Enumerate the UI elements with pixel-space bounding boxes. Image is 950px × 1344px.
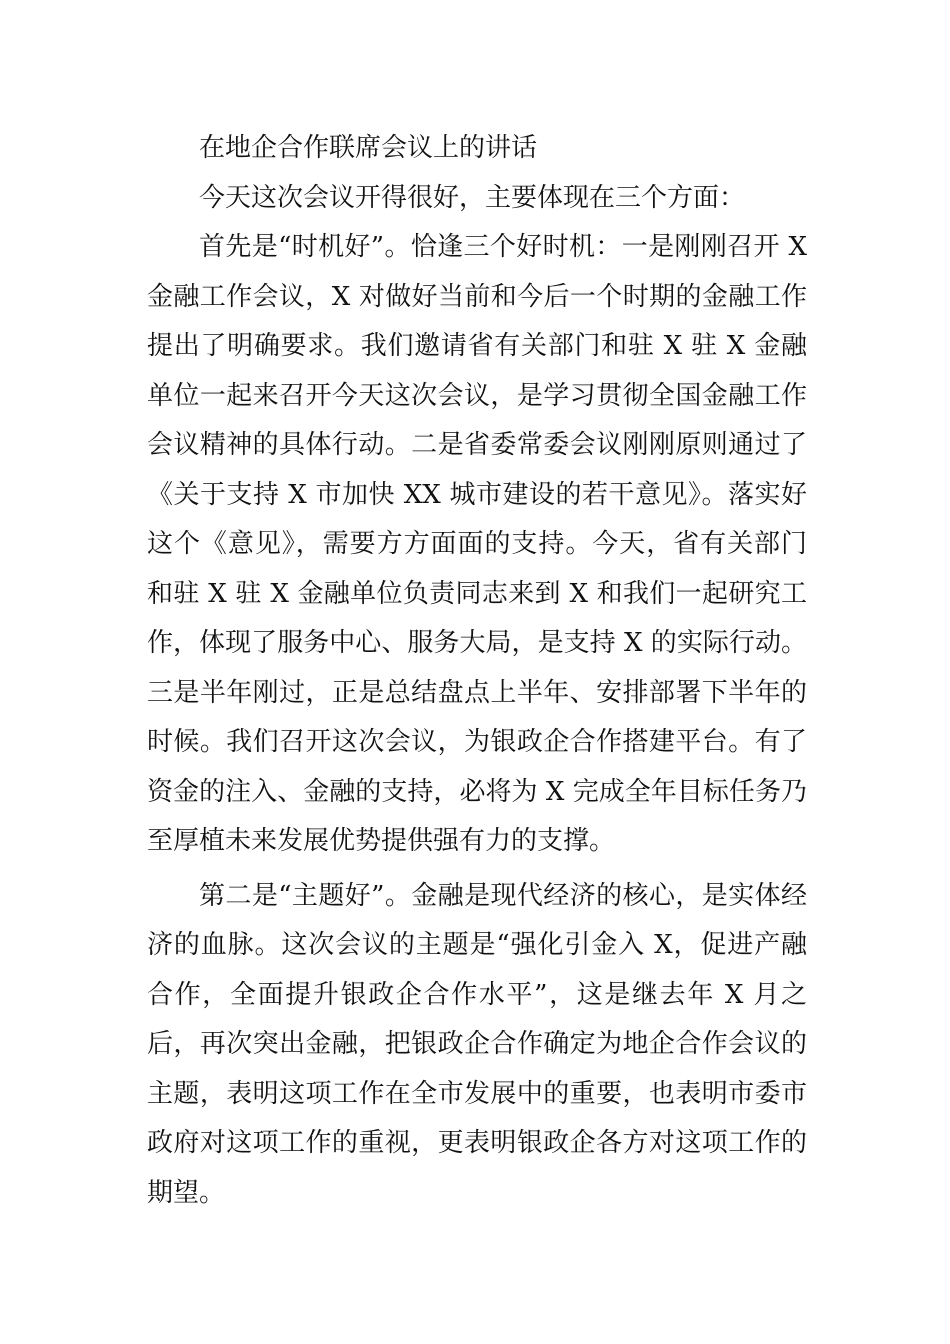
paragraph-intro: 今天这次会议开得很好，主要体现在三个方面： (199, 182, 746, 213)
paragraph-timing: 首先是“时机好”。恰逢三个好时机：一是刚刚召开 X 金融工作会议，X 对做好当前和今后一个时期的金融工作提出了明确要求。我们邀请省有关部门和驻 X 驻 X 金融单位一起来召开今天这次会议，是学习贯彻全国金融工作会议精神的具体行动。二是省委常委会议刚刚原则通过了《关于支持 X 市加快 XX 城市建设的若干意见》。落实好这个《意见》，需要方方面面的支持。今天，省有关部门和驻 X 驻 X 金融单位负责同志来到 X 和我们一起研究工作，体现了服务中心、服务大局，是支持 X 的实际行动。三是半年刚过，正是总结盘点上半年、安排部署下半年的时候。我们召开这次会议，为银政企合作搭建平台。有了资金的注入、金融的支持，必将为 X 完成全年目标任务乃至厚植未来发展优势提供强有力的支撑。 (147, 232, 807, 856)
paragraph-theme: 第二是“主题好”。金融是现代经济的核心，是实体经济的血脉。这次会议的主题是“强化引金入 X，促进产融合作，全面提升银政企合作水平”，这是继去年 X 月之后，再次突出金融，把银政企合作确定为地企合作会议的主题，表明这项工作在全市发展中的重要，也表明市委市政府对这项工作的重视，更表明银政企各方对这项工作的期望。 (147, 880, 807, 1208)
document-title: 在地企合作联席会议上的讲话 (199, 133, 538, 163)
document-body (147, 124, 807, 1218)
